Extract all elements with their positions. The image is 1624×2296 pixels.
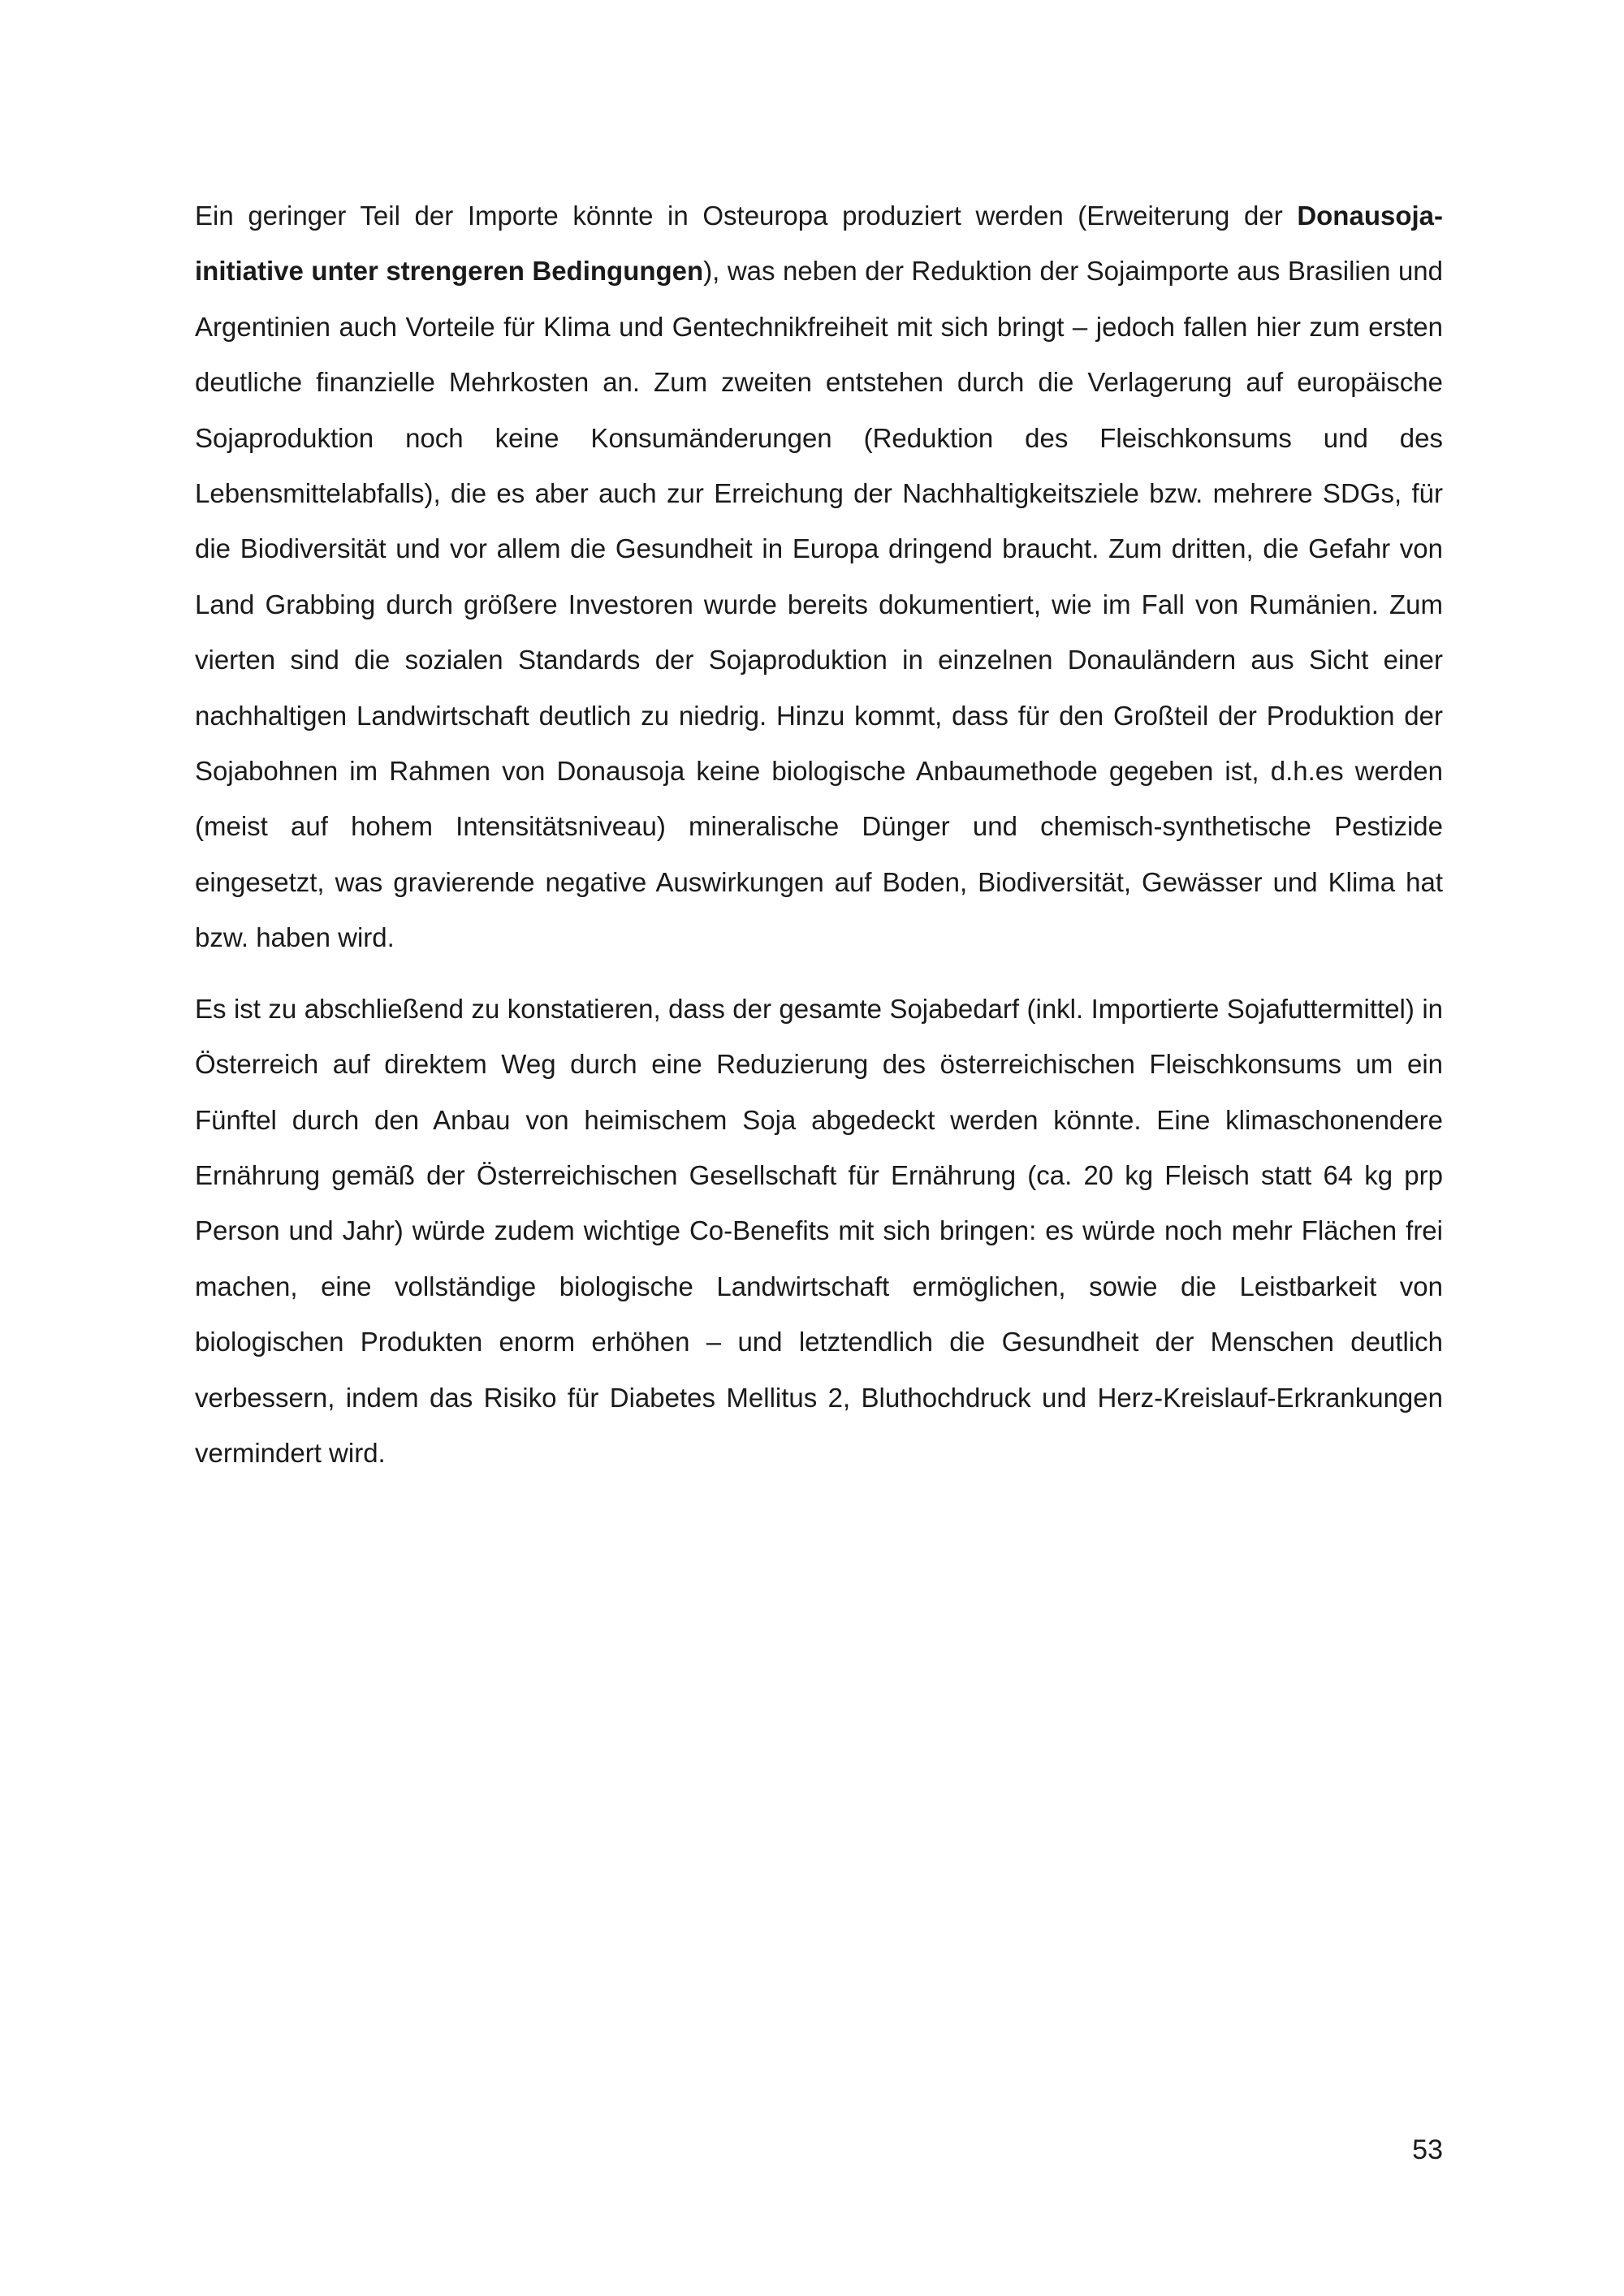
page-number: 53: [1412, 2134, 1443, 2165]
paragraph-donausoja: [195, 188, 1443, 966]
paragraph-1-bold-phrase: Donausoja-initiative unter strengeren Bedingungen: [195, 201, 1443, 287]
body-text: [195, 188, 1443, 1481]
paragraph-conclusion: Es ist zu abschließend zu konstatieren, dass der gesamte Sojabedarf (inkl. Importierte Sojafuttermittel) in Österreich auf direktem Weg durch eine Reduzierung des österreichischen Fleischkonsums um ein Fünftel durch den Anbau von heimischem Soja abgedeckt werden könnte. Eine klimaschonendere Ernährung gemäß der Österreichischen Gesellschaft für Ernährung (ca. 20 kg Fleisch statt 64 kg prp Person und Jahr) würde zudem wichtige Co-Benefits mit sich bringen: es würde noch mehr Flächen frei machen, eine vollständige biologische Landwirtschaft ermöglichen, sowie die Leistbarkeit von biologischen Produkten enorm erhöhen – und letztendlich die Gesundheit der Menschen deutlich verbessern, indem das Risiko für Diabetes Mellitus 2, Bluthochdruck und Herz-Kreislauf-Erkrankungen vermindert wird.: [195, 993, 1443, 1468]
paragraph-1-rest: ), was neben der Reduktion der Sojaimporte aus Brasilien und Argentinien auch Vorteile für Klima und Gentechnikfreiheit mit sich bringt – jedoch fallen hier zum ersten deutliche finanzielle Mehrkosten an. Zum zweiten entstehen durch die Verlagerung auf europäische Sojaproduktion noch keine Konsumänderungen (Reduktion des Fleischkonsums und des Lebensmittelabfalls), die es aber auch zur Erreichung der Nachhaltigkeitsziele bzw. mehrere SDGs, für die Biodiversität und vor allem die Gesundheit in Europa dringend braucht. Zum dritten, die Gefahr von Land Grabbing durch größere Investoren wurde bereits dokumentiert, wie im Fall von Rumänien. Zum vierten sind die sozialen Standards der Sojaproduktion in einzelnen Donauländern aus Sicht einer nachhaltigen Landwirtschaft deutlich zu niedrig. Hinzu kommt, dass für den Großteil der Produktion der Sojabohnen im Rahmen von Donausoja keine biologische Anbaumethode gegeben ist, d.h.es werden (meist auf hohem Intensitätsniveau) mineralische Dünger und chemisch-synthetische Pestizide eingesetzt, was gravierende negative Auswirkungen auf Boden, Biodiversität, Gewässer und Klima hat bzw. haben wird.: [195, 256, 1444, 953]
paragraph-1-lead: Ein geringer Teil der Importe könnte in Osteuropa produziert werden (Erweiterung der: [195, 201, 1298, 231]
